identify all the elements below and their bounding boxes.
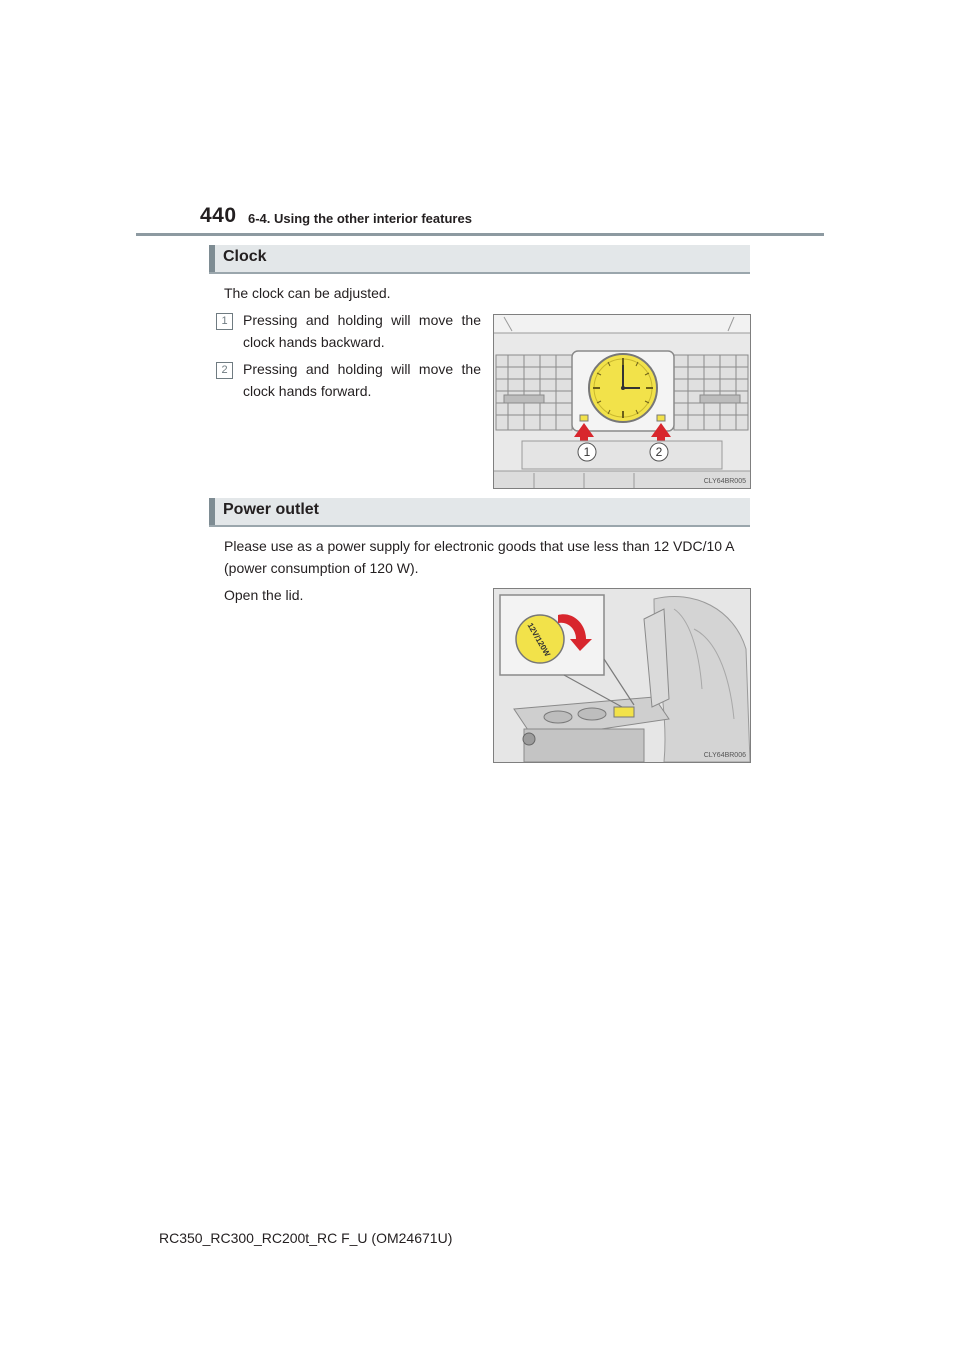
clock-figure xyxy=(493,314,751,489)
power-outlet-illustration xyxy=(494,589,750,762)
figure-code-power-outlet: CLY64BR006 xyxy=(703,752,746,759)
section-bar-power-outlet xyxy=(209,498,750,527)
clock-illustration xyxy=(494,315,750,488)
clock-button-back xyxy=(580,415,588,421)
section-title-clock: Clock xyxy=(223,248,267,265)
step-number-2: 2 xyxy=(216,360,233,379)
outlet-lid-label: 12V/120W xyxy=(525,621,552,659)
callout-2: 2 xyxy=(655,445,663,459)
section-title-power-outlet: Power outlet xyxy=(223,501,320,518)
power-outlet-step: Open the lid. xyxy=(224,587,304,603)
clock-step-2-text: Pressing and holding will move the clock hands forward. xyxy=(243,361,481,399)
clock-step-1-text: Pressing and holding will move the clock hands backward. xyxy=(243,312,481,350)
chapter-title: 6-4. Using the other interior features xyxy=(248,211,472,226)
clock-button-forward xyxy=(657,415,665,421)
figure-code-clock: CLY64BR005 xyxy=(703,478,746,485)
outlet-lid-small xyxy=(614,707,634,717)
clock-face xyxy=(589,354,657,422)
right-vent xyxy=(674,355,748,430)
step-number-1: 1 xyxy=(216,311,233,330)
clock-intro: The clock can be adjusted. xyxy=(224,285,391,301)
section-bar-clock xyxy=(209,245,750,274)
footer-model: RC350_RC300_RC200t_RC F_U (OM24671U) xyxy=(159,1230,453,1246)
left-vent xyxy=(496,355,572,430)
callout-1: 1 xyxy=(583,445,591,459)
page-number: 440 xyxy=(200,204,237,227)
power-outlet-figure xyxy=(493,588,751,763)
header-rule xyxy=(136,233,824,236)
power-outlet-intro: Please use as a power supply for electronic goods that use less than 12 VDC/10 A (power consumption of 120 W). xyxy=(224,538,734,576)
